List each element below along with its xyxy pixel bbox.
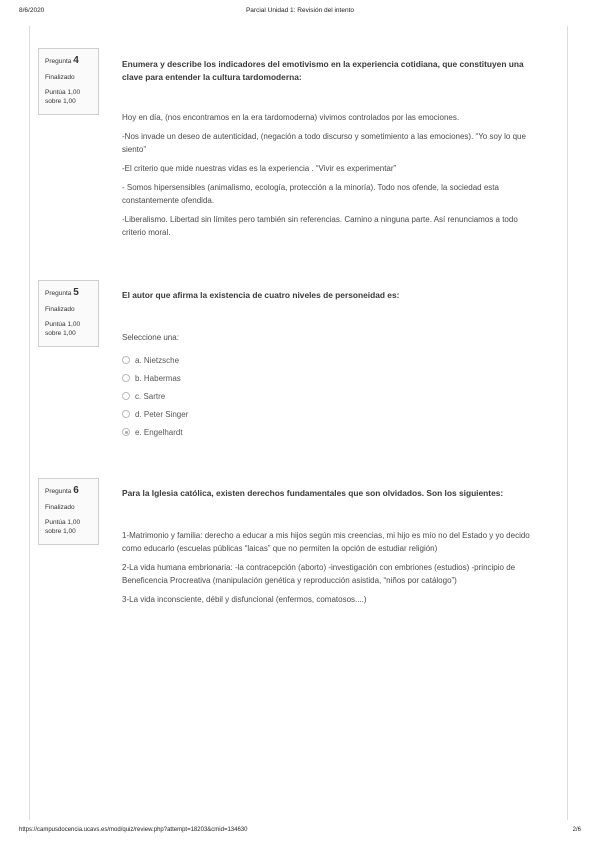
question-number: 5: [73, 287, 79, 298]
question-prompt: Para la Iglesia católica, existen derechos fundamentales que son olvidados. Son los siguientes:: [122, 488, 504, 498]
question-4: [38, 48, 558, 248]
option-d[interactable]: [122, 405, 538, 423]
question-state: Finalizado: [45, 306, 75, 313]
question-number: 6: [73, 485, 79, 496]
select-one-label: Seleccione una:: [122, 333, 179, 342]
option-label: b. Habermas: [135, 373, 181, 383]
page-url: https://campusdocencia.ucavs.es/mod/quiz/review.php?attempt=18203&cmid=134630: [19, 827, 248, 833]
question-grade: Puntúa 1,00 sobre 1,00: [45, 519, 81, 536]
option-c[interactable]: [122, 387, 538, 405]
option-a[interactable]: [122, 351, 538, 369]
answer-paragraph: -Liberalismo. Libertad sin límites pero también sin referencias. Camino a ninguna parte. Así renunciamos a todo criterio moral.: [122, 215, 518, 237]
option-label: c. Sartre: [135, 391, 166, 401]
answer-paragraph: 1-Matrimonio y familia: derecho a educar a mis hijos según mis creencias, mi hijo es mío no del Estado y yo decido como educarlo (escuelas públicas “laicas” que no permiten la opción de estudiar religión): [122, 531, 530, 553]
pdf-header: [19, 7, 581, 19]
answer-paragraph: Hoy en día, (nos encontramos en la era tardomoderna) vivimos controlados por las emociones.: [122, 113, 460, 122]
answer-paragraph: - Somos hipersensibles (animalismo, ecología, protección a la minoría). Todo nos ofende, la sociedad esta constantemente ofendida.: [122, 183, 499, 205]
radio-button-selected[interactable]: [122, 428, 130, 436]
answer-paragraph: -El criterio que mide nuestras vidas es la experiencia . “Vivir es experimentar”: [122, 164, 397, 173]
answer-paragraph: 3-La vida inconsciente, débil y disfuncional (enfermos, comatosos....): [122, 595, 367, 604]
radio-button[interactable]: [122, 410, 130, 418]
option-label: a. Nietzsche: [135, 355, 180, 365]
radio-button[interactable]: [122, 356, 130, 364]
answer-text: [122, 529, 538, 606]
question-5: [38, 280, 558, 450]
option-e[interactable]: [122, 423, 538, 441]
radio-button[interactable]: [122, 374, 130, 382]
option-b[interactable]: [122, 369, 538, 387]
question-info-box: [38, 280, 99, 347]
question-content: [122, 289, 538, 441]
answer-text: [122, 111, 538, 239]
question-label: Pregunta: [45, 488, 72, 495]
answer-options: [122, 331, 538, 441]
question-content: [122, 487, 538, 612]
question-grade: Puntúa 1,00 sobre 1,00: [45, 321, 81, 338]
answer-paragraph: -Nos invade un deseo de autenticidad, (negación a todo discurso y sometimiento a las emociones). “Yo soy lo que siento”: [122, 132, 526, 154]
question-prompt: El autor que afirma la existencia de cuatro niveles de personeidad es:: [122, 290, 400, 300]
page-border-right: [567, 26, 568, 820]
question-state: Finalizado: [45, 504, 75, 511]
question-state: Finalizado: [45, 74, 75, 81]
question-label: Pregunta: [45, 290, 72, 297]
question-info-box: [38, 48, 99, 115]
answer-paragraph: 2-La vida humana embrionaria: -la contracepción (aborto) -investigación con embriones (estudios) -principio de Beneficencia Procreativa (manipulación genética y reproducción asistida, “niños por catálogo”): [122, 563, 516, 585]
question-content: [122, 58, 538, 245]
question-grade: Puntúa 1,00 sobre 1,00: [45, 89, 81, 106]
pdf-footer: [19, 827, 581, 837]
question-prompt: Enumera y describe los indicadores del emotivismo en la experiencia cotidiana, que constituyen una clave para entender la cultura tardomoderna:: [122, 59, 524, 82]
question-info-box: [38, 478, 99, 545]
page-number: 2/6: [572, 827, 581, 833]
document-title: Parcial Unidad 1: Revisión del intento: [245, 7, 355, 14]
question-number: 4: [73, 55, 79, 66]
page-border-left: [29, 26, 30, 820]
radio-button[interactable]: [122, 392, 130, 400]
print-date: 8/6/2020: [19, 7, 45, 14]
option-label: e. Engelhardt: [135, 427, 183, 437]
option-label: d. Peter Singer: [135, 409, 189, 419]
question-6: [38, 478, 558, 628]
question-label: Pregunta: [45, 58, 72, 65]
